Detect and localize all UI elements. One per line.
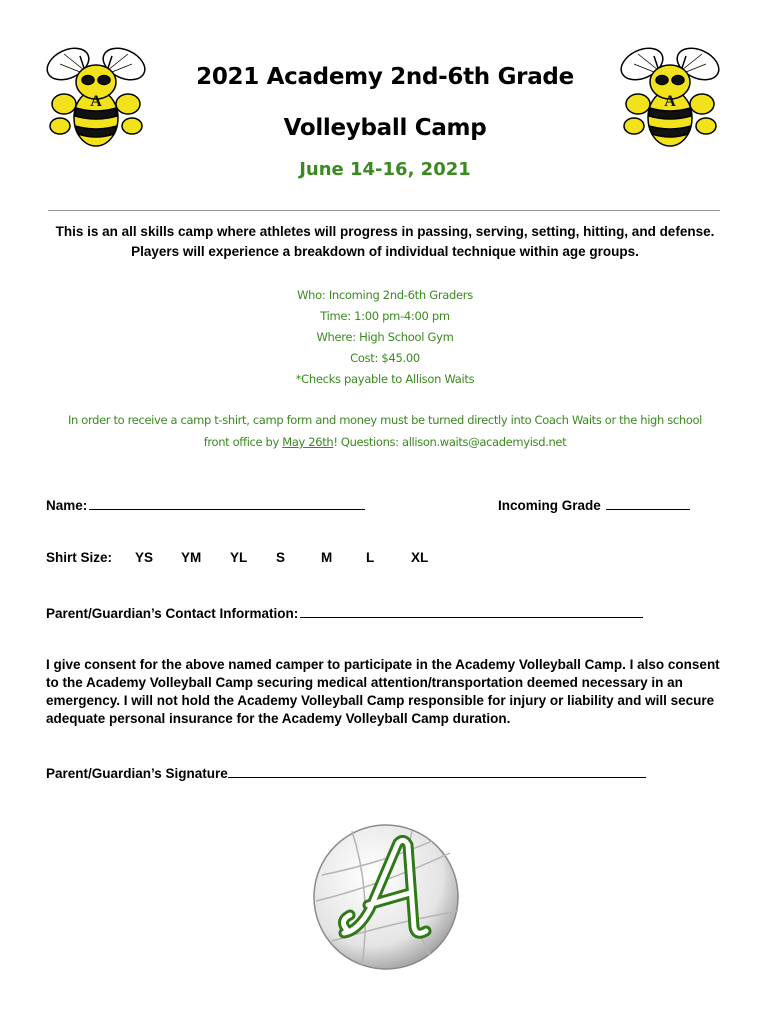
mascot-letter: A	[90, 93, 102, 110]
notice-line-2	[34, 431, 736, 453]
deadline-date: May 26th	[282, 435, 334, 449]
shirt-size-option[interactable]: S	[276, 550, 286, 565]
notice-line-1: In order to receive a camp t-shirt, camp form and money must be turned directly into Coach Waits or the high school	[67, 413, 703, 427]
name-blank[interactable]	[89, 495, 365, 510]
detail-where: Where: High School Gym	[316, 330, 454, 344]
signature-blank[interactable]	[228, 763, 646, 778]
divider	[48, 210, 720, 211]
name-field[interactable]	[46, 495, 365, 513]
shirt-size-option[interactable]: YS	[135, 550, 154, 565]
signature-field[interactable]	[46, 763, 646, 781]
grade-blank[interactable]	[606, 495, 690, 510]
camp-description: This is an all skills camp where athletes will progress in passing, serving, setting, hitting, and defense. Players will experience a breakdown of individual technique within age groups.	[55, 224, 715, 259]
page-subtitle: Volleyball Camp	[283, 115, 487, 141]
shirt-size-option[interactable]: YM	[181, 550, 202, 565]
consent-statement: I give consent for the above named camper to participate in the Academy Volleyball Camp. I also consent to the Academy Volleyball Camp securing medical attention/transportation deemed necessary in an emergency. I will not hold the Academy Volleyball Camp responsible for injury or liability and will secure adequate personal insurance for the Academy Volleyball Camp duration.	[46, 657, 720, 726]
registration-notice	[34, 409, 736, 453]
detail-cost: Cost: $45.00	[350, 351, 420, 365]
contact-blank[interactable]	[300, 603, 643, 618]
notice-prefix: front office by	[203, 435, 283, 449]
grade-label: Incoming Grade	[498, 498, 601, 513]
shirt-size-option[interactable]: XL	[411, 550, 429, 565]
grade-field[interactable]	[498, 495, 690, 513]
contact-field[interactable]	[46, 603, 643, 621]
notice-contact: ! Questions: allison.waits@academyisd.net	[333, 435, 567, 449]
detail-who: Who: Incoming 2nd-6th Graders	[297, 288, 473, 302]
detail-checks: *Checks payable to Allison Waits	[295, 372, 475, 386]
camp-details	[0, 285, 770, 390]
contact-label: Parent/Guardian’s Contact Information:	[46, 606, 299, 621]
shirt-size-label: Shirt Size:	[46, 550, 113, 565]
signature-label: Parent/Guardian’s Signature	[46, 766, 228, 781]
page-title: 2021 Academy 2nd-6th Grade	[196, 64, 574, 90]
mascot-letter: A	[664, 93, 676, 110]
shirt-size-option[interactable]: M	[321, 550, 333, 565]
camp-dates: June 14-16, 2021	[299, 159, 471, 180]
detail-time: Time: 1:00 pm-4:00 pm	[320, 309, 450, 323]
name-label: Name:	[46, 498, 88, 513]
shirt-size-option[interactable]: YL	[230, 550, 248, 565]
volleyball-logo-icon	[312, 823, 460, 971]
shirt-size-option[interactable]: L	[366, 550, 375, 565]
